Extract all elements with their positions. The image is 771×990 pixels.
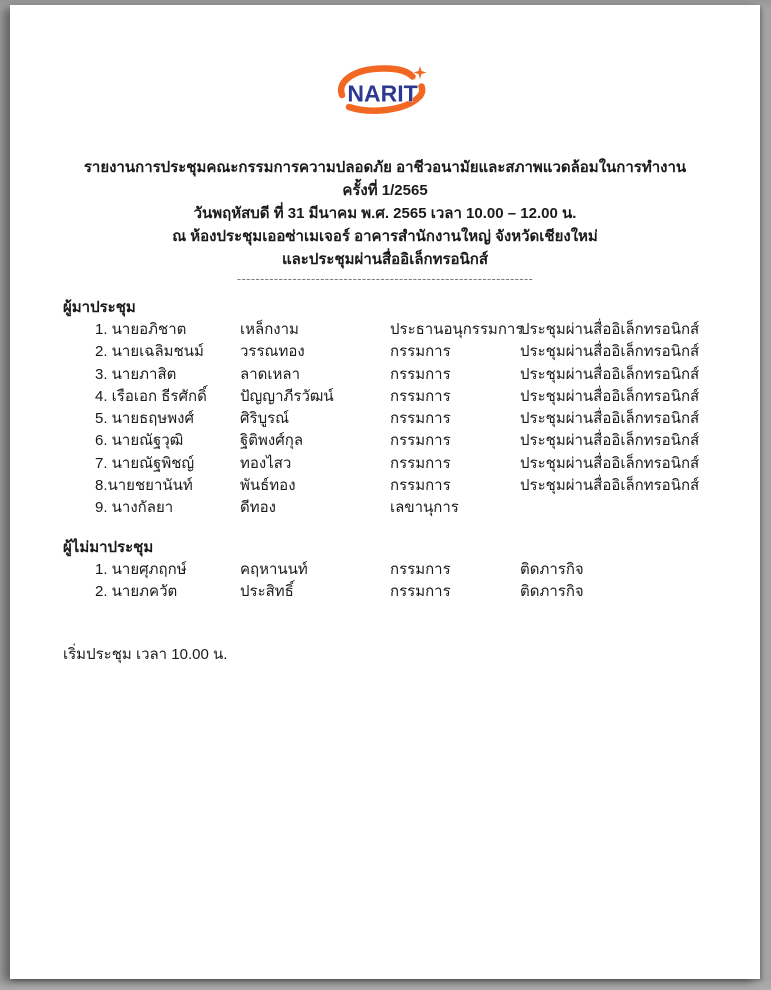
- cell-number-name: 6. นายณัฐวุฒิ: [95, 432, 184, 450]
- cell-surname: พันธ์ทอง: [240, 477, 296, 495]
- cell-note: ประชุมผ่านสื่ออิเล็กทรอนิกส์: [520, 321, 700, 338]
- cell-position: กรรมการ: [390, 454, 451, 472]
- table-row: [95, 408, 735, 430]
- title-line-1: รายงานการประชุมคณะกรรมการความปลอดภัย อาชีวอนามัยและสภาพแวดล้อมในการทำงาน: [83, 159, 687, 176]
- cell-position: กรรมการ: [390, 365, 451, 383]
- cell-number-name: 2. นายเฉลิมชนม์: [95, 343, 204, 361]
- table-row: [95, 341, 735, 363]
- cell-number-name: 8.นายชยานันท์: [95, 477, 193, 495]
- cell-number-name: 1. นายศุภฤกษ์: [95, 560, 187, 578]
- absent-heading: ผู้ไม่มาประชุม: [63, 538, 154, 556]
- document-page: [10, 5, 760, 979]
- dashed-separator: ----------------------------------------------------------------: [236, 271, 534, 286]
- cell-position: กรรมการ: [390, 387, 451, 405]
- cell-position: กรรมการ: [390, 432, 451, 450]
- title-line-3: วันพฤหัสบดี ที่ 31 มีนาคม พ.ศ. 2565 เวลา 10.00 – 12.00 น.: [193, 205, 577, 222]
- logo-container: [10, 65, 760, 120]
- cell-surname: ฐิติพงศ์กุล: [240, 432, 304, 450]
- table-row: [95, 475, 735, 497]
- cell-position: กรรมการ: [390, 560, 451, 578]
- cell-surname: ปัญญาภีรวัฒน์: [240, 387, 334, 405]
- logo-text: NARIT: [347, 80, 418, 107]
- cell-position: กรรมการ: [390, 410, 451, 428]
- narit-logo: [334, 65, 436, 115]
- cell-number-name: 4. เรือเอก ธีรศักดิ์: [95, 387, 207, 405]
- table-row: [95, 581, 735, 603]
- cell-note: ประชุมผ่านสื่ออิเล็กทรอนิกส์: [520, 343, 700, 361]
- meeting-start-line: เริ่มประชุม เวลา 10.00 น.: [63, 646, 228, 664]
- table-row: [95, 497, 735, 519]
- cell-number-name: 9. นางกัลยา: [95, 499, 174, 517]
- cell-number-name: 1. นายอภิชาต: [95, 321, 187, 338]
- title-line-5: และประชุมผ่านสื่ออิเล็กทรอนิกส์: [281, 251, 489, 268]
- cell-note: ประชุมผ่านสื่ออิเล็กทรอนิกส์: [520, 410, 700, 428]
- title-line-4: ณ ห้องประชุมเออซ่าเมเจอร์ อาคารสำนักงานใหญ่ จังหวัดเชียงใหม่: [172, 228, 598, 245]
- document-title-block: [10, 156, 760, 286]
- attendees-heading: ผู้มาประชุม: [63, 299, 136, 316]
- cell-note: ประชุมผ่านสื่ออิเล็กทรอนิกส์: [520, 365, 700, 383]
- cell-note: ติดภารกิจ: [520, 582, 584, 600]
- table-row: [95, 319, 735, 341]
- cell-note: [520, 497, 735, 519]
- cell-surname: ประสิทธิ์: [240, 582, 294, 600]
- cell-position: กรรมการ: [390, 343, 451, 361]
- cell-surname: เหล็กงาม: [240, 321, 299, 338]
- cell-number-name: 3. นายภาสิต: [95, 365, 177, 383]
- cell-surname: วรรณทอง: [240, 343, 305, 361]
- table-row: [95, 386, 735, 408]
- cell-surname: ดีทอง: [240, 499, 276, 517]
- cell-note: ประชุมผ่านสื่ออิเล็กทรอนิกส์: [520, 387, 700, 405]
- attendees-table: [95, 319, 735, 520]
- cell-note: ประชุมผ่านสื่ออิเล็กทรอนิกส์: [520, 477, 700, 495]
- title-line-2: ครั้งที่ 1/2565: [342, 182, 428, 199]
- cell-surname: ทองไสว: [240, 454, 292, 472]
- cell-position: กรรมการ: [390, 477, 451, 495]
- cell-position: ประธานอนุกรรมการ: [390, 321, 524, 338]
- absent-table: [95, 559, 735, 604]
- cell-note: ประชุมผ่านสื่ออิเล็กทรอนิกส์: [520, 454, 700, 472]
- table-row: [95, 430, 735, 452]
- cell-position: กรรมการ: [390, 582, 451, 600]
- table-row: [95, 559, 735, 581]
- table-row: [95, 453, 735, 475]
- cell-surname: ศิริบูรณ์: [240, 410, 290, 428]
- cell-note: ประชุมผ่านสื่ออิเล็กทรอนิกส์: [520, 432, 700, 450]
- cell-position: เลขานุการ: [390, 499, 459, 517]
- cell-number-name: 7. นายณัฐพิชญ์: [95, 454, 195, 472]
- cell-surname: ลาดเหลา: [240, 365, 300, 383]
- cell-number-name: 5. นายธฤษพงศ์: [95, 410, 195, 428]
- cell-number-name: 2. นายภควัต: [95, 582, 178, 600]
- table-row: [95, 364, 735, 386]
- cell-surname: คฤหานนท์: [240, 560, 308, 578]
- cell-note: ติดภารกิจ: [520, 560, 584, 578]
